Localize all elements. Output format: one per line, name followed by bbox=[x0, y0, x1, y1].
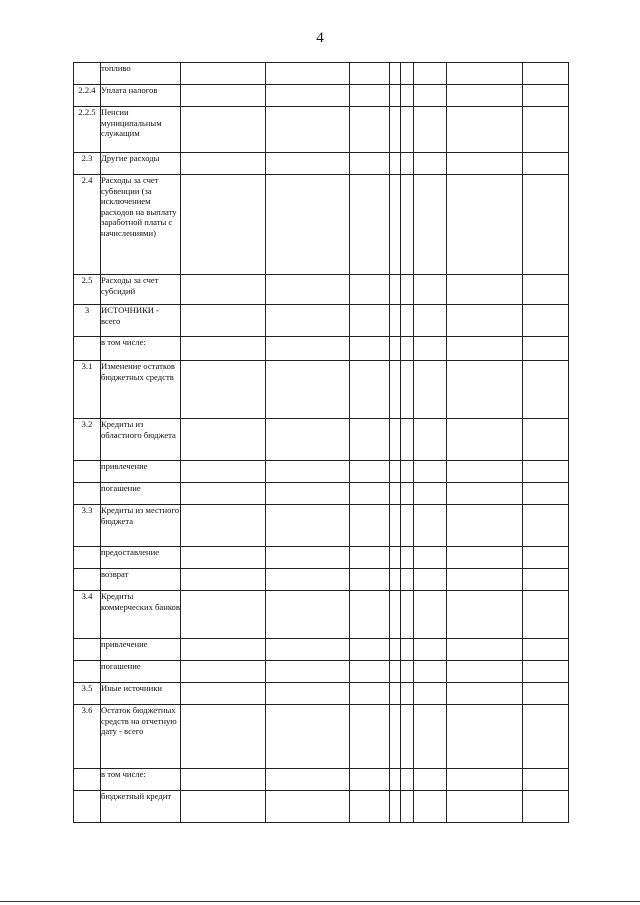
empty-cell bbox=[181, 63, 266, 85]
empty-cell bbox=[401, 153, 414, 175]
empty-cell bbox=[350, 461, 390, 483]
empty-cell bbox=[414, 661, 447, 683]
row-number bbox=[74, 337, 101, 361]
empty-cell bbox=[350, 107, 390, 153]
empty-cell bbox=[523, 419, 569, 461]
row-number bbox=[74, 639, 101, 661]
empty-cell bbox=[523, 505, 569, 547]
empty-cell bbox=[181, 547, 266, 569]
empty-cell bbox=[447, 483, 523, 505]
empty-cell bbox=[401, 275, 414, 305]
row-number: 2.3 bbox=[74, 153, 101, 175]
row-label: топливо bbox=[101, 63, 181, 85]
empty-cell bbox=[447, 275, 523, 305]
empty-cell bbox=[181, 639, 266, 661]
empty-cell bbox=[414, 547, 447, 569]
empty-cell bbox=[390, 85, 401, 107]
row-label: предоставление bbox=[101, 547, 181, 569]
table-row bbox=[74, 639, 569, 661]
empty-cell bbox=[401, 337, 414, 361]
empty-cell bbox=[414, 639, 447, 661]
row-label: в том числе: bbox=[101, 769, 181, 791]
row-number bbox=[74, 769, 101, 791]
empty-cell bbox=[266, 275, 350, 305]
empty-cell bbox=[414, 153, 447, 175]
empty-cell bbox=[414, 419, 447, 461]
empty-cell bbox=[390, 419, 401, 461]
table-row bbox=[74, 175, 569, 275]
empty-cell bbox=[414, 85, 447, 107]
empty-cell bbox=[447, 361, 523, 419]
empty-cell bbox=[181, 661, 266, 683]
empty-cell bbox=[447, 769, 523, 791]
row-label: бюджетный кредит bbox=[101, 791, 181, 823]
empty-cell bbox=[390, 505, 401, 547]
empty-cell bbox=[401, 461, 414, 483]
empty-cell bbox=[181, 461, 266, 483]
empty-cell bbox=[266, 769, 350, 791]
page-number: 4 bbox=[316, 30, 324, 46]
bottom-rule bbox=[0, 901, 640, 902]
empty-cell bbox=[181, 483, 266, 505]
row-number: 2.2.4 bbox=[74, 85, 101, 107]
empty-cell bbox=[390, 569, 401, 591]
empty-cell bbox=[390, 791, 401, 823]
row-label: возврат bbox=[101, 569, 181, 591]
empty-cell bbox=[523, 769, 569, 791]
empty-cell bbox=[390, 483, 401, 505]
table-row bbox=[74, 569, 569, 591]
empty-cell bbox=[401, 505, 414, 547]
table-row bbox=[74, 547, 569, 569]
empty-cell bbox=[266, 305, 350, 337]
empty-cell bbox=[401, 569, 414, 591]
empty-cell bbox=[414, 769, 447, 791]
empty-cell bbox=[447, 175, 523, 275]
row-number: 3.3 bbox=[74, 505, 101, 547]
empty-cell bbox=[350, 63, 390, 85]
empty-cell bbox=[414, 107, 447, 153]
empty-cell bbox=[266, 483, 350, 505]
empty-cell bbox=[401, 791, 414, 823]
empty-cell bbox=[523, 107, 569, 153]
empty-cell bbox=[181, 275, 266, 305]
empty-cell bbox=[523, 305, 569, 337]
empty-cell bbox=[447, 683, 523, 705]
empty-cell bbox=[181, 505, 266, 547]
empty-cell bbox=[266, 547, 350, 569]
empty-cell bbox=[447, 63, 523, 85]
empty-cell bbox=[447, 661, 523, 683]
empty-cell bbox=[390, 305, 401, 337]
empty-cell bbox=[266, 705, 350, 769]
row-number: 3.5 bbox=[74, 683, 101, 705]
empty-cell bbox=[266, 361, 350, 419]
empty-cell bbox=[390, 769, 401, 791]
budget-report-table bbox=[73, 62, 569, 823]
empty-cell bbox=[414, 305, 447, 337]
empty-cell bbox=[523, 683, 569, 705]
empty-cell bbox=[266, 683, 350, 705]
empty-cell bbox=[414, 505, 447, 547]
empty-cell bbox=[401, 63, 414, 85]
row-number bbox=[74, 547, 101, 569]
table-row bbox=[74, 791, 569, 823]
empty-cell bbox=[414, 337, 447, 361]
empty-cell bbox=[350, 275, 390, 305]
table-row bbox=[74, 683, 569, 705]
empty-cell bbox=[414, 569, 447, 591]
empty-cell bbox=[414, 683, 447, 705]
empty-cell bbox=[390, 547, 401, 569]
empty-cell bbox=[390, 63, 401, 85]
row-label: Расходы за счет субсидий bbox=[101, 275, 181, 305]
empty-cell bbox=[350, 683, 390, 705]
empty-cell bbox=[523, 275, 569, 305]
table-row bbox=[74, 769, 569, 791]
row-label: привлечение bbox=[101, 639, 181, 661]
row-label: Кредиты из местного бюджета bbox=[101, 505, 181, 547]
empty-cell bbox=[266, 107, 350, 153]
empty-cell bbox=[181, 683, 266, 705]
row-number bbox=[74, 791, 101, 823]
empty-cell bbox=[414, 63, 447, 85]
empty-cell bbox=[414, 483, 447, 505]
empty-cell bbox=[181, 153, 266, 175]
empty-cell bbox=[266, 639, 350, 661]
empty-cell bbox=[181, 569, 266, 591]
empty-cell bbox=[350, 505, 390, 547]
empty-cell bbox=[523, 153, 569, 175]
empty-cell bbox=[401, 591, 414, 639]
empty-cell bbox=[523, 63, 569, 85]
empty-cell bbox=[266, 661, 350, 683]
empty-cell bbox=[447, 305, 523, 337]
row-number: 2.2.5 bbox=[74, 107, 101, 153]
empty-cell bbox=[266, 419, 350, 461]
empty-cell bbox=[447, 791, 523, 823]
empty-cell bbox=[390, 591, 401, 639]
row-number: 2.4 bbox=[74, 175, 101, 275]
empty-cell bbox=[447, 461, 523, 483]
table-row bbox=[74, 107, 569, 153]
table-row bbox=[74, 591, 569, 639]
row-label: Уплата налогов bbox=[101, 85, 181, 107]
empty-cell bbox=[401, 769, 414, 791]
empty-cell bbox=[390, 661, 401, 683]
row-number: 3.1 bbox=[74, 361, 101, 419]
row-number bbox=[74, 483, 101, 505]
empty-cell bbox=[350, 591, 390, 639]
empty-cell bbox=[523, 337, 569, 361]
row-label: Изменение остатков бюджетных средств bbox=[101, 361, 181, 419]
empty-cell bbox=[390, 275, 401, 305]
row-label: Кредиты из областного бюджета bbox=[101, 419, 181, 461]
table-row bbox=[74, 483, 569, 505]
row-number: 3 bbox=[74, 305, 101, 337]
empty-cell bbox=[401, 483, 414, 505]
row-number: 2.5 bbox=[74, 275, 101, 305]
empty-cell bbox=[350, 661, 390, 683]
empty-cell bbox=[447, 569, 523, 591]
empty-cell bbox=[350, 705, 390, 769]
row-number bbox=[74, 461, 101, 483]
empty-cell bbox=[181, 769, 266, 791]
empty-cell bbox=[181, 305, 266, 337]
empty-cell bbox=[266, 505, 350, 547]
empty-cell bbox=[523, 661, 569, 683]
empty-cell bbox=[401, 683, 414, 705]
empty-cell bbox=[350, 791, 390, 823]
empty-cell bbox=[414, 361, 447, 419]
row-label: Расходы за счет субвенции (за исключением расходов на выплату заработной платы с начислениями) bbox=[101, 175, 181, 275]
empty-cell bbox=[414, 461, 447, 483]
empty-cell bbox=[523, 569, 569, 591]
row-label: ИСТОЧНИКИ - всего bbox=[101, 305, 181, 337]
empty-cell bbox=[447, 419, 523, 461]
empty-cell bbox=[266, 461, 350, 483]
empty-cell bbox=[414, 591, 447, 639]
row-label: Иные источники bbox=[101, 683, 181, 705]
empty-cell bbox=[523, 705, 569, 769]
empty-cell bbox=[181, 107, 266, 153]
table-row bbox=[74, 305, 569, 337]
table-row bbox=[74, 85, 569, 107]
empty-cell bbox=[181, 591, 266, 639]
empty-cell bbox=[181, 361, 266, 419]
row-number: 3.6 bbox=[74, 705, 101, 769]
empty-cell bbox=[401, 547, 414, 569]
empty-cell bbox=[350, 639, 390, 661]
empty-cell bbox=[390, 461, 401, 483]
empty-cell bbox=[266, 85, 350, 107]
empty-cell bbox=[390, 107, 401, 153]
row-number: 3.4 bbox=[74, 591, 101, 639]
empty-cell bbox=[447, 639, 523, 661]
empty-cell bbox=[401, 419, 414, 461]
empty-cell bbox=[390, 705, 401, 769]
empty-cell bbox=[401, 639, 414, 661]
empty-cell bbox=[447, 591, 523, 639]
row-label: Другие расходы bbox=[101, 153, 181, 175]
empty-cell bbox=[350, 483, 390, 505]
row-label: погашение bbox=[101, 483, 181, 505]
empty-cell bbox=[350, 569, 390, 591]
table-row bbox=[74, 419, 569, 461]
table-row bbox=[74, 505, 569, 547]
empty-cell bbox=[390, 683, 401, 705]
empty-cell bbox=[447, 505, 523, 547]
empty-cell bbox=[350, 769, 390, 791]
empty-cell bbox=[523, 483, 569, 505]
table-row bbox=[74, 337, 569, 361]
empty-cell bbox=[266, 153, 350, 175]
empty-cell bbox=[266, 175, 350, 275]
empty-cell bbox=[266, 569, 350, 591]
empty-cell bbox=[414, 705, 447, 769]
empty-cell bbox=[523, 791, 569, 823]
empty-cell bbox=[414, 275, 447, 305]
empty-cell bbox=[401, 661, 414, 683]
empty-cell bbox=[401, 305, 414, 337]
empty-cell bbox=[401, 361, 414, 419]
empty-cell bbox=[350, 305, 390, 337]
table-row bbox=[74, 63, 569, 85]
empty-cell bbox=[523, 361, 569, 419]
row-number bbox=[74, 569, 101, 591]
empty-cell bbox=[181, 175, 266, 275]
row-label: Кредиты коммерческих банков bbox=[101, 591, 181, 639]
empty-cell bbox=[523, 591, 569, 639]
empty-cell bbox=[390, 153, 401, 175]
empty-cell bbox=[523, 85, 569, 107]
table-row bbox=[74, 275, 569, 305]
table-row bbox=[74, 461, 569, 483]
empty-cell bbox=[181, 791, 266, 823]
row-label: погашение bbox=[101, 661, 181, 683]
empty-cell bbox=[390, 361, 401, 419]
empty-cell bbox=[414, 791, 447, 823]
table-row bbox=[74, 661, 569, 683]
table-row bbox=[74, 705, 569, 769]
empty-cell bbox=[350, 175, 390, 275]
empty-cell bbox=[523, 639, 569, 661]
row-label: Пенсии муниципальным служащим bbox=[101, 107, 181, 153]
empty-cell bbox=[181, 337, 266, 361]
empty-cell bbox=[181, 419, 266, 461]
row-number bbox=[74, 661, 101, 683]
empty-cell bbox=[266, 337, 350, 361]
row-label: в том числе: bbox=[101, 337, 181, 361]
empty-cell bbox=[266, 63, 350, 85]
empty-cell bbox=[414, 175, 447, 275]
empty-cell bbox=[447, 337, 523, 361]
empty-cell bbox=[447, 85, 523, 107]
empty-cell bbox=[447, 705, 523, 769]
empty-cell bbox=[401, 85, 414, 107]
empty-cell bbox=[390, 639, 401, 661]
empty-cell bbox=[523, 461, 569, 483]
empty-cell bbox=[350, 337, 390, 361]
empty-cell bbox=[350, 85, 390, 107]
empty-cell bbox=[181, 85, 266, 107]
row-label: Остаток бюджетных средств на отчетную дату - всего bbox=[101, 705, 181, 769]
row-number bbox=[74, 63, 101, 85]
empty-cell bbox=[401, 705, 414, 769]
empty-cell bbox=[447, 153, 523, 175]
empty-cell bbox=[523, 547, 569, 569]
empty-cell bbox=[401, 107, 414, 153]
empty-cell bbox=[390, 337, 401, 361]
row-label: привлечение bbox=[101, 461, 181, 483]
empty-cell bbox=[181, 705, 266, 769]
empty-cell bbox=[447, 107, 523, 153]
empty-cell bbox=[266, 791, 350, 823]
empty-cell bbox=[350, 361, 390, 419]
empty-cell bbox=[350, 547, 390, 569]
empty-cell bbox=[390, 175, 401, 275]
empty-cell bbox=[350, 419, 390, 461]
empty-cell bbox=[447, 547, 523, 569]
empty-cell bbox=[266, 591, 350, 639]
table-row bbox=[74, 361, 569, 419]
table-row bbox=[74, 153, 569, 175]
empty-cell bbox=[401, 175, 414, 275]
row-number: 3.2 bbox=[74, 419, 101, 461]
empty-cell bbox=[350, 153, 390, 175]
empty-cell bbox=[523, 175, 569, 275]
